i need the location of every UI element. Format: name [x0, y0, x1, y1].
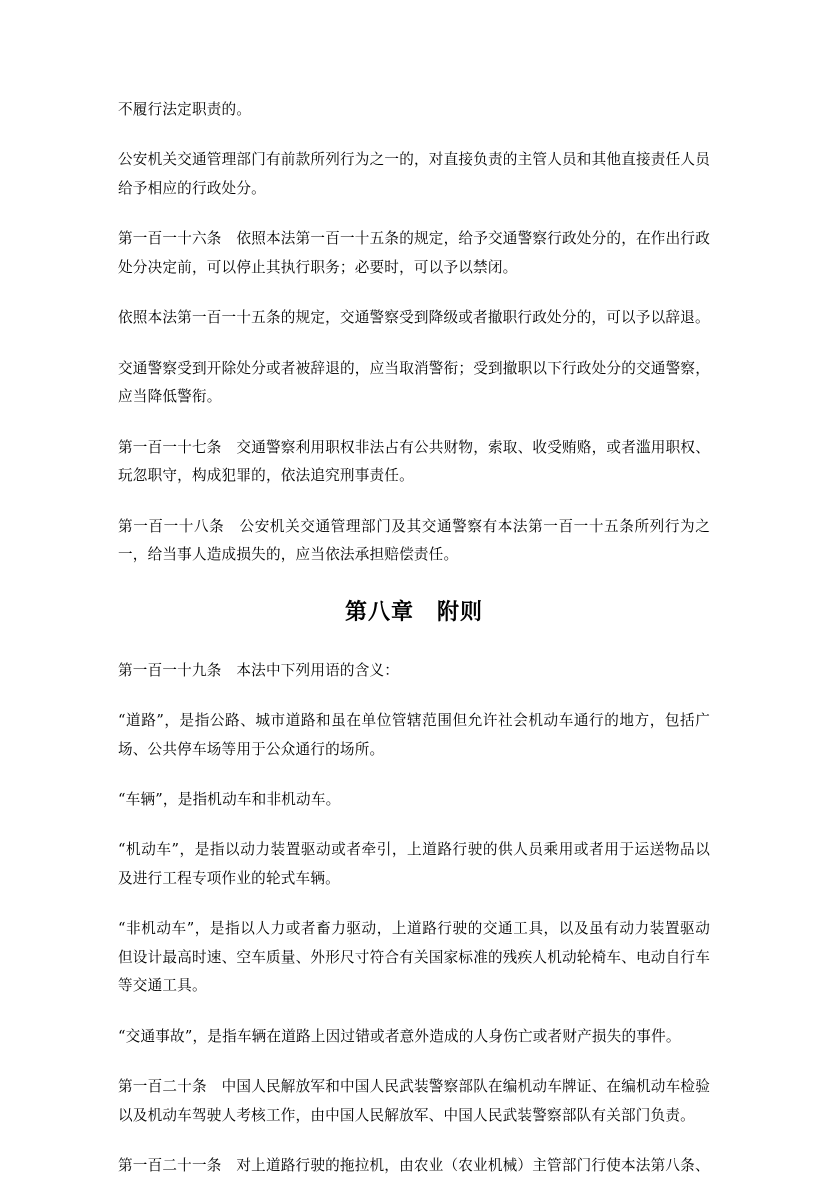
paragraph: 第一百一十七条 交通警察利用职权非法占有公共财物，索取、收受贿赂，或者滥用职权、玩忽职守，构成犯罪的，依法追究刑事责任。 [118, 438, 710, 485]
chapter-heading: 第八章 附则 [344, 599, 483, 626]
paragraph: “非机动车”，是指以人力或者畜力驱动，上道路行驶的交通工具，以及虽有动力装置驱动但设计最高时速、空车质量、外形尺寸符合有关国家标准的残疾人机动轮椅车、电动自行车等交通工具。 [118, 920, 710, 995]
paragraph: “机动车”，是指以动力装置驱动或者牵引，上道路行驶的供人员乘用或者用于运送物品以及进行工程专项作业的轮式车辆。 [118, 841, 710, 887]
paragraph: “车辆”，是指机动车和非机动车。 [118, 790, 341, 808]
paragraph: 第一百一十八条 公安机关交通管理部门及其交通警察有本法第一百一十五条所列行为之一，给当事人造成损失的，应当依法承担赔偿责任。 [118, 517, 710, 563]
paragraph: 第一百二十一条 对上道路行驶的拖拉机，由农业（农业机械）主管部门行使本法第八条、 [118, 1157, 710, 1175]
paragraph: “交通事故”，是指车辆在道路上因过错或者意外造成的人身伤亡或者财产损失的事件。 [118, 1027, 681, 1045]
paragraph: 不履行法定职责的。 [118, 101, 252, 118]
paragraph: “道路”，是指公路、城市道路和虽在单位管辖范围但允许社会机动车通行的地方，包括广场、公共停车场等用于公众通行的场所。 [118, 712, 710, 758]
paragraph: 依照本法第一百一十五条的规定，交通警察受到降级或者撤职行政处分的，可以予以辞退。 [118, 309, 710, 327]
paragraph: 第一百一十六条 依照本法第一百一十五条的规定，给予交通警察行政处分的，在作出行政处分决定前，可以停止其执行职务；必要时，可以予以禁闭。 [118, 230, 710, 276]
paragraph: 交通警察受到开除处分或者被辞退的，应当取消警衔；受到撤职以下行政处分的交通警察，应当降低警衔。 [118, 359, 710, 406]
paragraph: 第一百二十条 中国人民解放军和中国人民武装警察部队在编机动车牌证、在编机动车检验以及机动车驾驶人考核工作，由中国人民解放军、中国人民武装警察部队有关部门负责。 [118, 1078, 710, 1124]
paragraph: 公安机关交通管理部门有前款所列行为之一的，对直接负责的主管人员和其他直接责任人员给予相应的行政处分。 [118, 151, 710, 197]
document-body [118, 96, 710, 1181]
paragraph: 第一百一十九条 本法中下列用语的含义： [118, 661, 400, 679]
